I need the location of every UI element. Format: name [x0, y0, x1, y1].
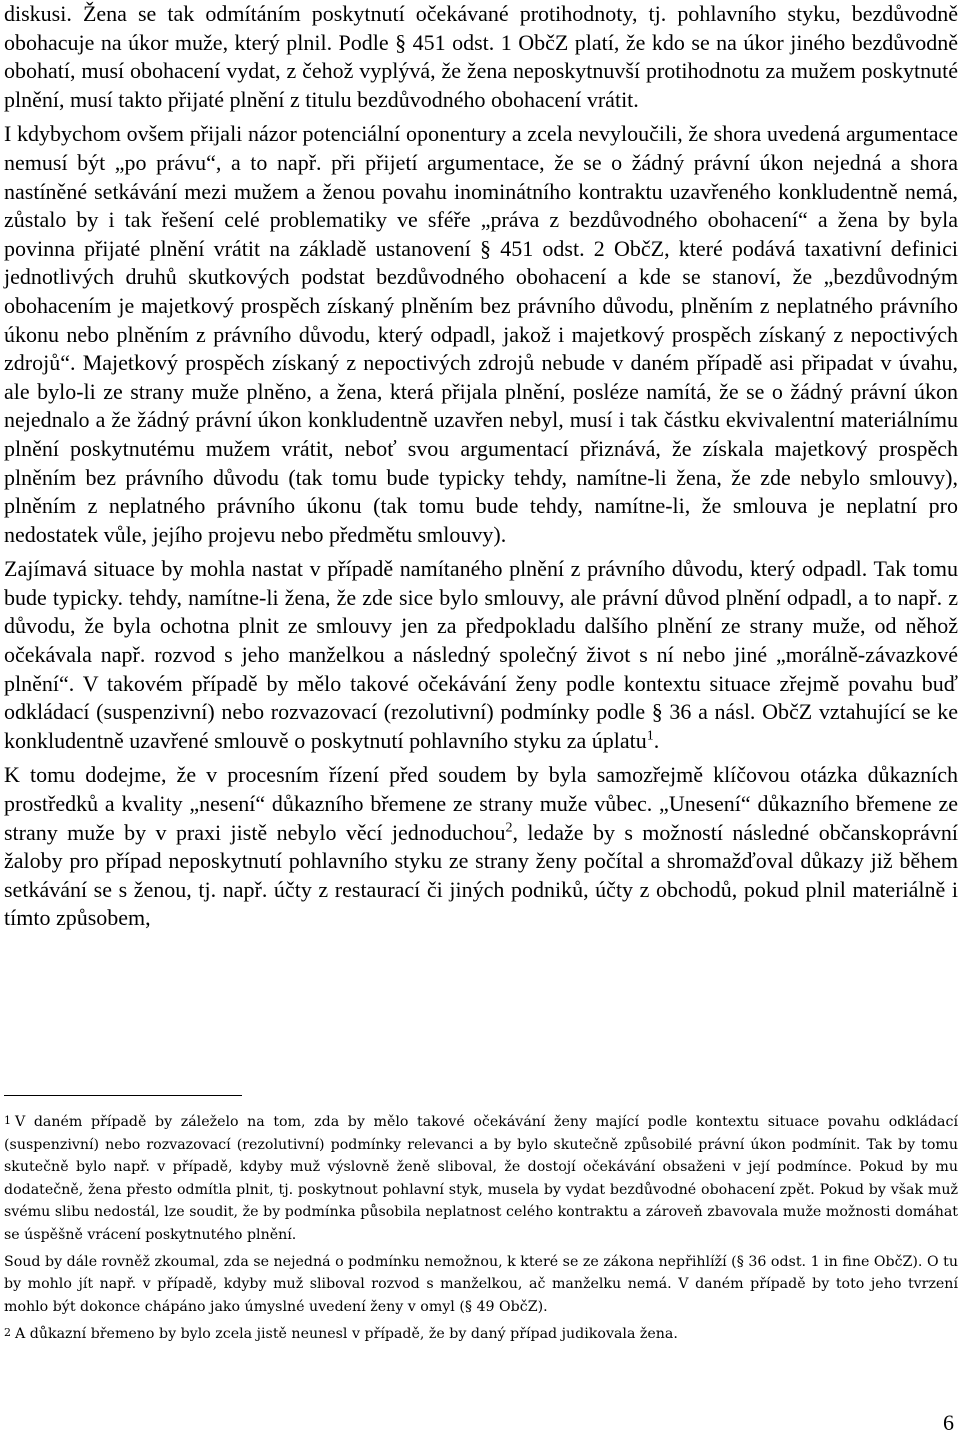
footnote-1: [4, 1110, 958, 1247]
footnote-2: [4, 1322, 958, 1346]
footnotes: [4, 1095, 958, 1346]
paragraph-4-text-b: , ledaže by s možností následné občanskoprávní žaloby pro případ neposkytnutí pohlavního styku ze strany ženy počítal a shromažďoval důkazy již během setkávání se s ženou, tj. např. účty z restaurací či jiných podniků, účty z obchodů, pokud plnil materiálně i tímto způsobem,: [4, 819, 958, 931]
paragraph-3: [4, 555, 958, 755]
body-text: [4, 0, 958, 933]
paragraph-4-text-a: K tomu dodejme, že v procesním řízení před soudem by byla samozřejmě klíčovou otázka důkazních prostředků a kvality „nesení“ důkazního břemene ze strany muže vůbec. „Unesení“ důkazního břemene ze strany muže by v praxi jistě nebylo věcí jednoduchou: [4, 762, 958, 845]
footnote-ref-2[interactable]: 2: [505, 820, 513, 836]
page-number: 6: [943, 1410, 954, 1435]
paragraph-3-end: .: [653, 727, 660, 753]
paragraph-3-text: Zajímavá situace by mohla nastat v případě namítaného plnění z právního důvodu, který odpadl. Tak tomu bude typicky. tehdy, namítne-li žena, že zde sice bylo smlouvy, ale právní důvod plnění odpadl, a to např. z důvodu, že byla ochotna plnit ze smlouvy jen za předpokladu dalšího plnění ze strany muže, od něhož očekávala např. rozvod s jeho manželkou a následný společný život s ní nebo jiné „morálně-závazkové plnění“. V takovém případě by mělo takové očekávání ženy podle kontextu situace zřejmě povahu buď odkládací (suspenzivní) nebo rozvazovací (rezolutivní) podmínky podle § 36 a násl. ObčZ vztahující se ke konkludentně uzavřené smlouvě o poskytnutí pohlavního styku za úplatu: [4, 556, 958, 753]
footnote-1-text: V daném případě by záleželo na tom, zda by mělo takové očekávání ženy mající podle kontextu situace povahu odkládací (suspenzivní) nebo rozvazovací (rezolutivní) podmínky relevanci a by bylo skutečně způsobilé právní úkon podmínit. Tak by tomu skutečně bylo např. v případě, kdyby muž výslovně ženě sliboval, že dostojí očekávání obsaženi v její podmínce. Pokud by mu dodatečně, žena přesto odmítla plnit, tj. poskytnout pohlavní styk, musela by vydat bezdůvodné obohacení zpět. Pokud by však muž svému slibu nedostál, lze soudit, že by podmínka působila neplatnost celého kontraktu a zároveň zbavovala muže možnosti domáhat se úspěšně vrácení poskytnutého plnění.: [4, 1114, 958, 1243]
footnote-2-text: A důkazní břemeno by bylo zcela jistě neunesl v případě, že by daný případ judikovala žena.: [15, 1326, 678, 1343]
paragraph-4: [4, 761, 958, 933]
footnote-ref-1[interactable]: 1: [646, 728, 654, 744]
footnote-divider: [4, 1095, 242, 1096]
footnote-1-continued: Soud by dále rovněž zkoumal, zda se nejedná o podmínku nemožnou, k které se ze zákona nepřihlíží (§ 36 odst. 1 in fine ObčZ). O tu by mohlo jít např. v případě, kdyby muž sliboval rozvod s manželkou, ač manželku nemá. V daném případě by toto jeho tvrzení mohlo být dokonce chápáno jako úmyslné uvedení ženy v omyl (§ 49 ObčZ).: [4, 1253, 958, 1315]
footnote-2-mark: 2: [4, 1326, 11, 1340]
footnote-1-mark: 1: [4, 1114, 11, 1127]
paragraph-1: diskusi. Žena se tak odmítáním poskytnutí očekávané protihodnoty, tj. pohlavního styku, bezdůvodně obohacuje na úkor muže, který plnil. Podle § 451 odst. 1 ObčZ platí, že kdo se na úkor jiného bezdůvodně obohatí, musí obohacení vydat, z čehož vyplývá, že žena neposkytnuvší protihodnotu za mužem poskytnuté plnění, musí takto přijaté plnění z titulu bezdůvodného obohacení vrátit.: [4, 1, 958, 112]
paragraph-2: I kdybychom ovšem přijali názor potenciální oponentury a zcela nevyloučili, že shora uvedená argumentace nemusí být „po právu“, a to např. při přijetí argumentace, že se o žádný právní úkon nejedná a shora nastíněné setkávání mezi mužem a ženou povahu inominátního kontraktu uzavřeného konkludentně nemá, zůstalo by i tak řešení celé problematiky ve sféře „práva z bezdůvodného obohacení“ a žena by byla povinna přijaté plnění vrátit na základě ustanovení § 451 odst. 2 ObčZ, které podává taxativní definici jednotlivých druhů skutkových podstat bezdůvodného obohacení a kde se stanoví, že „bezdůvodným obohacením je majetkový prospěch získaný plněním bez právního důvodu, plněním z neplatného právního úkonu nebo plněním z právního důvodu, který odpadl, jakož i majetkový prospěch získaný z nepoctivých zdrojů“. Majetkový prospěch získaný z nepoctivých zdrojů nebude v daném případě asi připadat v úvahu, ale bylo-li ze strany muže plněno, a žena, která přijala plnění, posléze namítá, že se o žádný právní úkon nejednalo a že žádný právní úkon konkludentně uzavřen nebyl, musí i tak částku ekvivalentní materiálnímu plnění poskytnutému mužem vrátit, neboť svou argumentací přiznává, že získala majetkový prospěch plněním bez právního důvodu (tak tomu bude typicky tehdy, namítne-li žena, že zde nebylo smlouvy), plněním z neplatného právního úkonu (tak tomu bude tehdy, namítne-li, že smlouva je neplatní pro nedostatek vůle, jejího projevu nebo předmětu smlouvy).: [4, 121, 958, 547]
